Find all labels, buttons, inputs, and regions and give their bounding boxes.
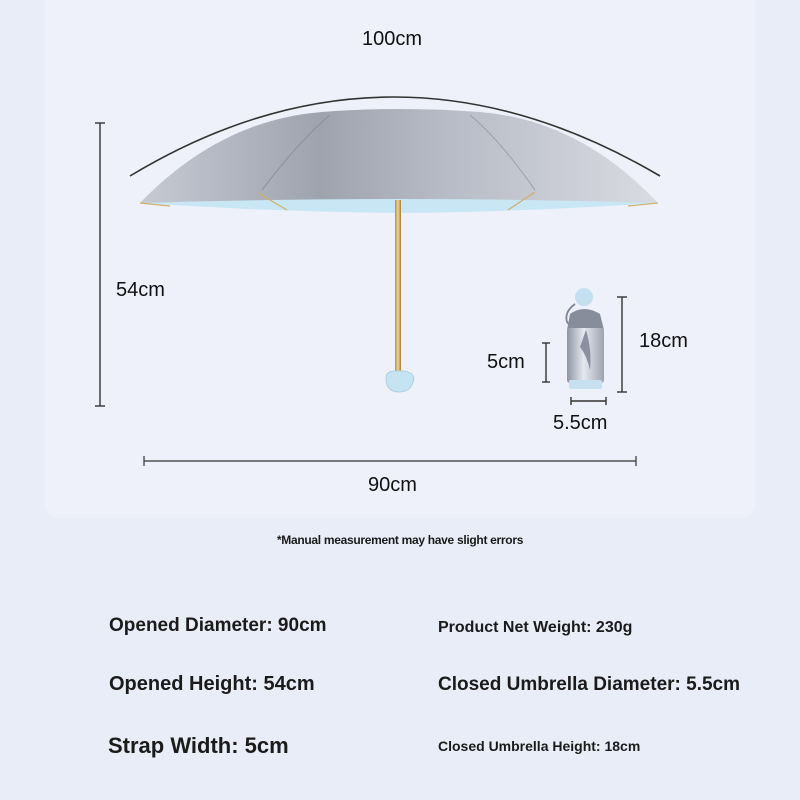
height-label: 54cm [116,279,165,301]
spec-closed-height: Closed Umbrella Height: 18cm [438,738,641,754]
closed-strap-label: 5cm [487,351,525,373]
spec-strap-width: Strap Width: 5cm [108,733,289,758]
umbrella-handle [386,371,414,392]
spec-net-weight: Product Net Weight: 230g [438,619,633,636]
umbrella-pole [395,200,401,375]
top-width-label: 100cm [362,28,423,50]
spec-opened-height: Opened Height: 54cm [109,673,315,695]
closed-height-label: 18cm [639,330,688,352]
closed-diameter-label: 5.5cm [553,412,608,434]
measurement-note: *Manual measurement may have slight errors [276,533,524,547]
umbrella-canopy [140,109,658,209]
closed-umbrella [566,288,604,389]
spec-closed-diameter: Closed Umbrella Diameter: 5.5cm [438,674,741,695]
bottom-width-label: 90cm [368,474,417,496]
spec-opened-diameter: Opened Diameter: 90cm [109,615,327,636]
